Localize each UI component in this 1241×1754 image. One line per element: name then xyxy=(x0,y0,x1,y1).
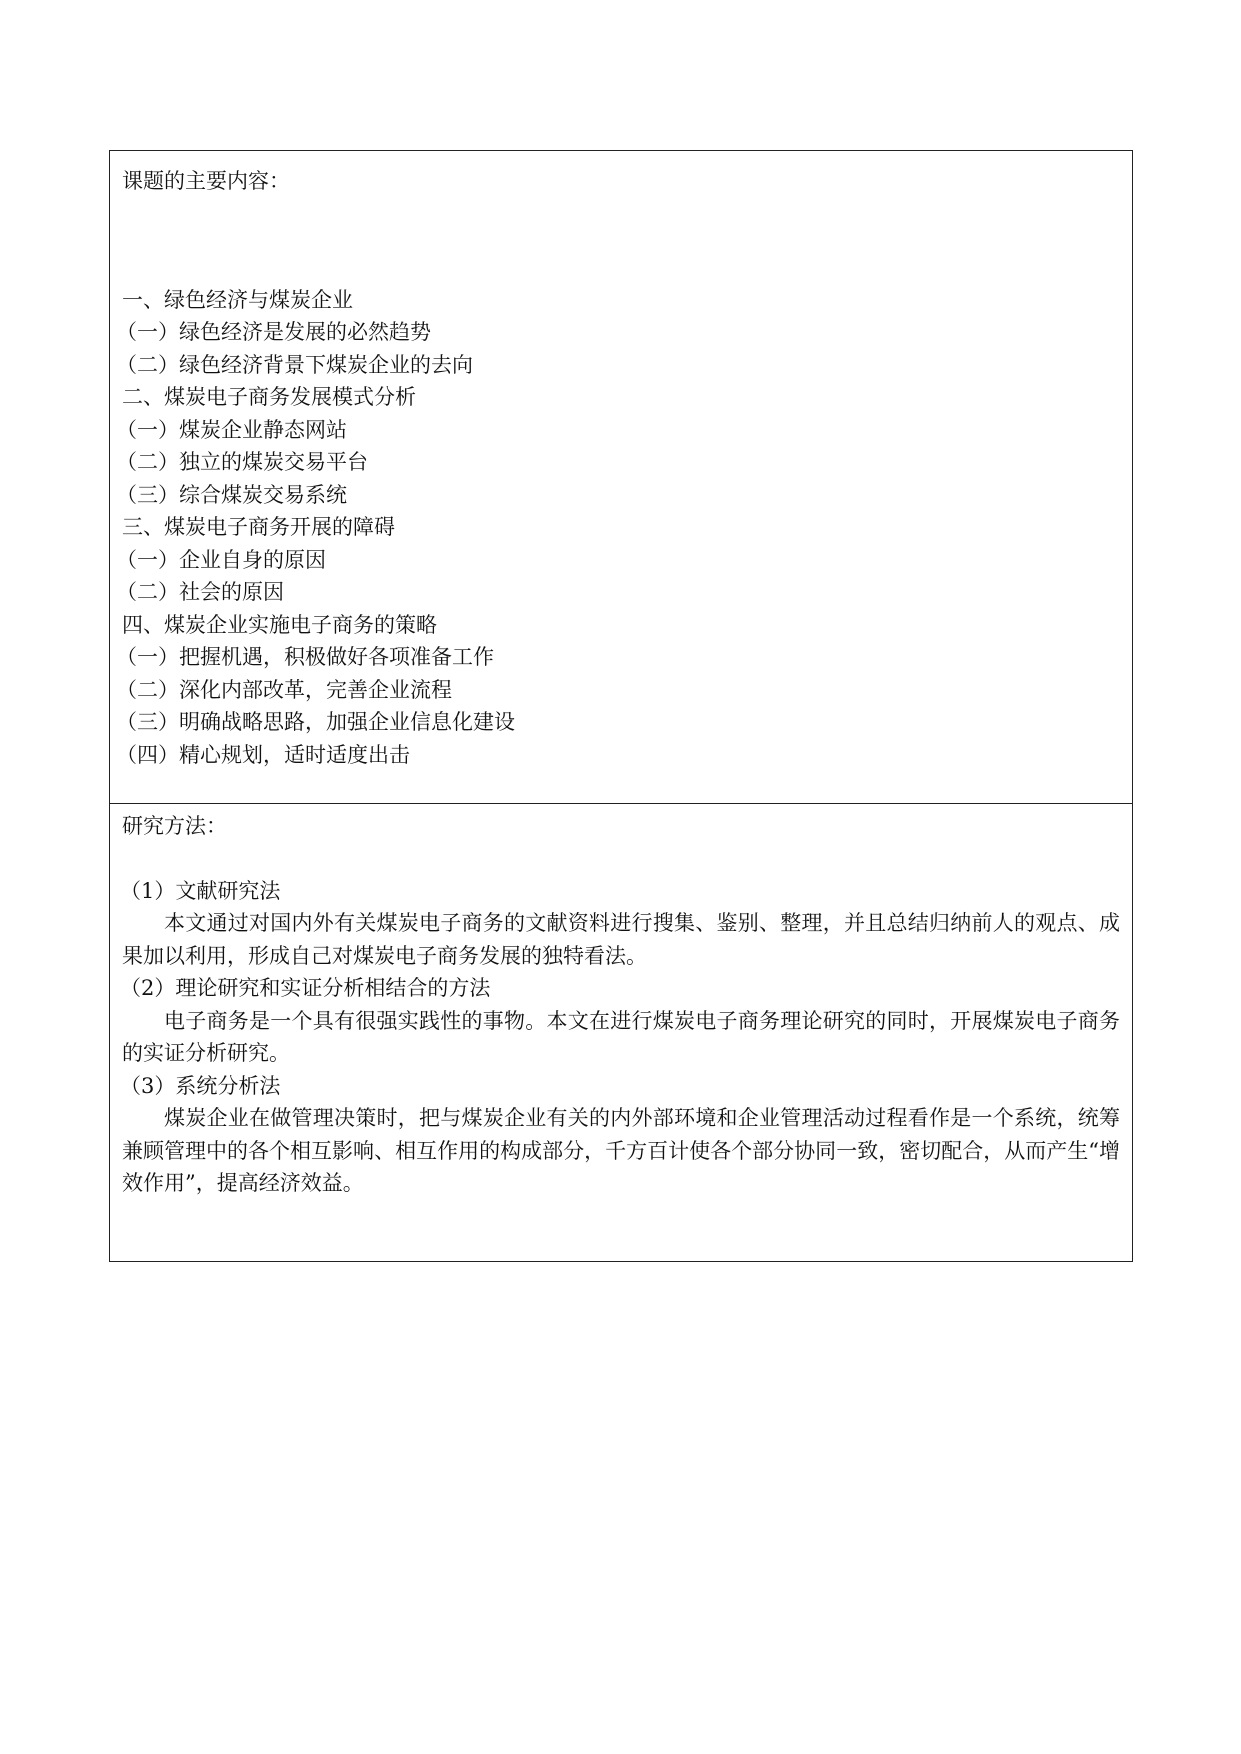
outline-subitem: （二）绿色经济背景下煤炭企业的去向 xyxy=(116,352,473,377)
outline-item: 二、煤炭电子商务发展模式分析 xyxy=(122,385,416,409)
outline-subitem: （四）精心规划，适时适度出击 xyxy=(116,742,410,767)
outline-subitem: （一）煤炭企业静态网站 xyxy=(116,417,347,442)
outline-subitem: （二）独立的煤炭交易平台 xyxy=(116,450,368,474)
outline-subitem: （三）综合煤炭交易系统 xyxy=(116,482,347,507)
main-content-cell xyxy=(110,151,1132,803)
method-title: （1）文献研究法 xyxy=(120,878,281,903)
outline-item: 四、煤炭企业实施电子商务的策略 xyxy=(122,612,437,637)
outline-subitem: （一）企业自身的原因 xyxy=(116,547,326,572)
content-outline xyxy=(116,284,1120,772)
method-list xyxy=(122,875,1120,1200)
outline-item: 一、绿色经济与煤炭企业 xyxy=(122,287,353,312)
main-content-heading: 课题的主要内容： xyxy=(122,169,290,193)
method-description: 电子商务是一个具有很强实践性的事物。本文在进行煤炭电子商务理论研究的同时，开展煤炭电子商务的实证分析研究。 xyxy=(122,1008,1120,1065)
outline-item: 三、煤炭电子商务开展的障碍 xyxy=(122,515,395,539)
method-title: （2）理论研究和实证分析相结合的方法 xyxy=(120,976,491,1000)
outline-subitem: （二）社会的原因 xyxy=(116,580,284,604)
outline-subitem: （二）深化内部改革，完善企业流程 xyxy=(116,677,452,702)
method-title: （3）系统分析法 xyxy=(120,1073,281,1098)
method-description: 煤炭企业在做管理决策时，把与煤炭企业有关的内外部环境和企业管理活动过程看作是一个系统，统筹兼顾管理中的各个相互影响、相互作用的构成部分，千方百计使各个部分协同一致，密切配合，从而产生“增效作用”，提高经济效益。 xyxy=(122,1106,1120,1195)
research-method-heading: 研究方法： xyxy=(122,814,227,838)
proposal-form-table xyxy=(109,150,1133,1262)
method-description: 本文通过对国内外有关煤炭电子商务的文献资料进行搜集、鉴别、整理，并且总结归纳前人的观点、成果加以利用，形成自己对煤炭电子商务发展的独特看法。 xyxy=(122,911,1120,968)
research-method-cell xyxy=(110,803,1132,1261)
outline-subitem: （一）绿色经济是发展的必然趋势 xyxy=(116,320,431,344)
outline-subitem: （三）明确战略思路，加强企业信息化建设 xyxy=(116,710,515,734)
outline-subitem: （一）把握机遇，积极做好各项准备工作 xyxy=(116,645,494,669)
